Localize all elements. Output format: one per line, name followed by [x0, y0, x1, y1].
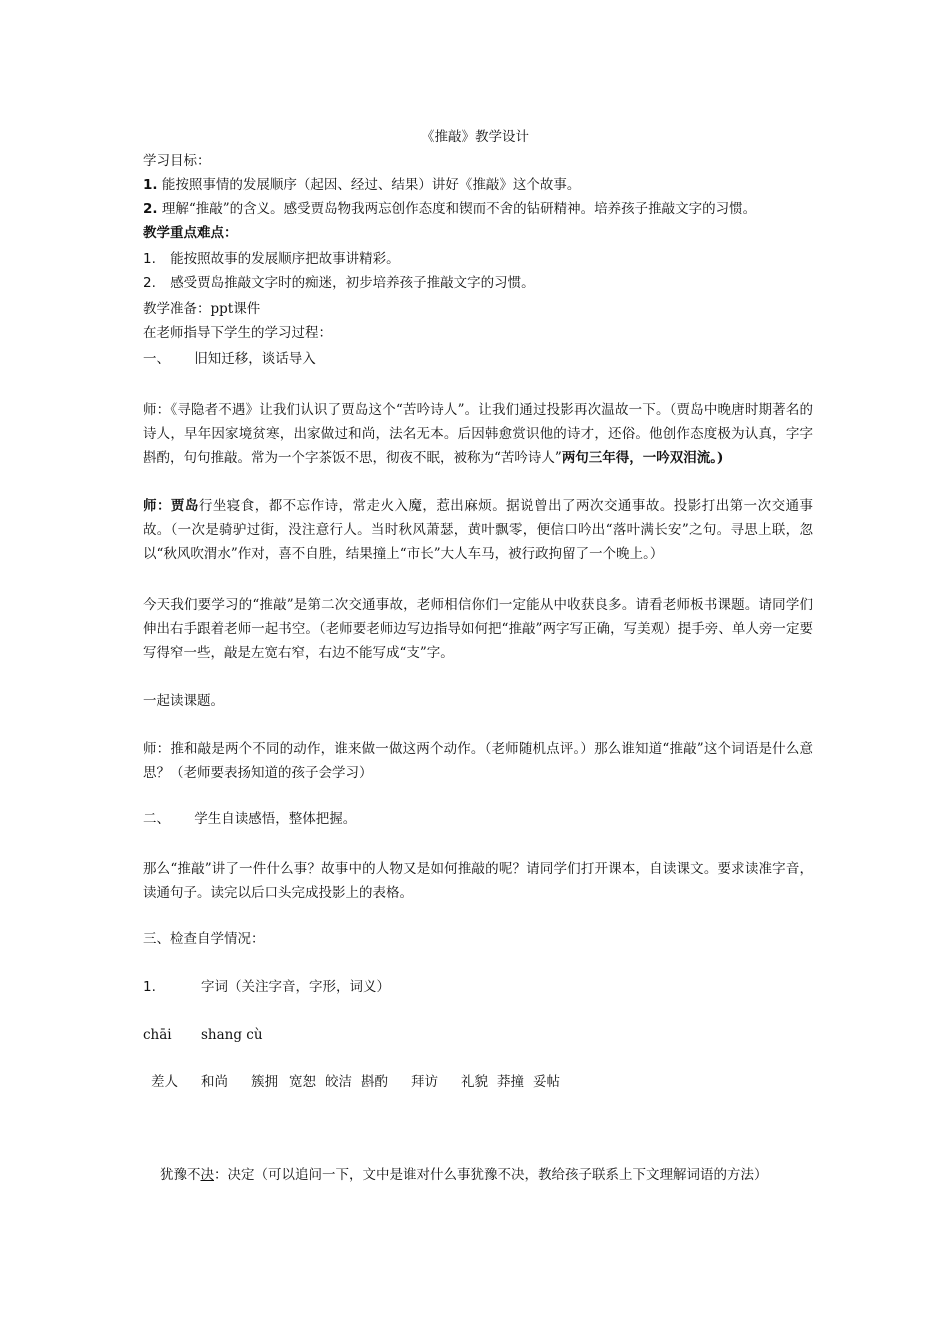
- paragraph-jiadao-text: 行坐寝食，都不忘作诗，常走火入魔，惹出麻烦。据说曾出了两次交通事故。投影打出第一次交通事故。（一次是骑驴过街，没注意行人。当时秋风萧瑟，黄叶飘零，便信口吟出“落叶满长安”之句。寻思上联，忽以“秋风吹渭水”作对，喜不自胜，结果撞上“市长”大人车马，被行政拘留了一个晚上。）: [143, 498, 814, 562]
- definition-suffix: ：决定（可以追问一下，文中是谁对什么事犹豫不决，教给孩子联系上下文理解词语的方法）: [214, 1167, 768, 1183]
- section-1-number: 一、: [143, 351, 170, 367]
- key-point-2-number: 2.: [143, 275, 156, 291]
- goal-2-text: 理解“推敲”的含义。感受贾岛物我两忘创作态度和锲而不舍的钻研精神。培养孩子推敲文字的习惯。: [161, 201, 757, 217]
- word: 拜访: [411, 1074, 438, 1090]
- goals-heading: 学习目标：: [143, 153, 211, 169]
- word: 宽恕: [289, 1074, 316, 1090]
- definition-line: [160, 1166, 768, 1184]
- paragraph-intro: [143, 398, 813, 470]
- pinyin-chai: chāi: [143, 1027, 172, 1043]
- paragraph-jiadao: [143, 494, 813, 566]
- word: 和尚: [201, 1074, 228, 1090]
- goal-1-text: 能按照事情的发展顺序（起因、经过、结果）讲好《推敲》这个故事。: [161, 177, 581, 193]
- paragraph-push-knock: 师：推和敲是两个不同的动作，谁来做一做这两个动作。（老师随机点评。）那么谁知道“推敲”这个词语是什么意思？（老师要表扬知道的孩子会学习）: [143, 741, 813, 781]
- goal-1: [143, 176, 580, 194]
- word: 簇拥: [251, 1074, 278, 1090]
- key-point-1-number: 1.: [143, 251, 156, 267]
- goal-1-number: 1.: [143, 177, 158, 193]
- item-1-text: 字词（关注字音，字形，词义）: [201, 979, 390, 995]
- paragraph-read-title: 一起读课题。: [143, 693, 224, 709]
- section-1-title: 旧知迁移，谈话导入: [194, 351, 316, 367]
- definition-underlined: 决: [200, 1167, 214, 1183]
- pinyin-shang-cu: shang cù: [201, 1027, 263, 1043]
- section-1-heading: [143, 350, 316, 368]
- document-title: 《推敲》教学设计: [421, 129, 529, 145]
- section-2-heading: [143, 810, 356, 828]
- pinyin-row: [143, 1026, 263, 1044]
- section-3-heading: 三、检查自学情况：: [143, 931, 265, 947]
- definition-prefix: 犹豫不: [160, 1167, 201, 1183]
- word: 莽撞: [497, 1074, 524, 1090]
- key-point-1-text: 能按照故事的发展顺序把故事讲精彩。: [170, 251, 400, 267]
- key-point-2-text: 感受贾岛推敲文字时的痴迷，初步培养孩子推敲文字的习惯。: [170, 275, 535, 291]
- key-point-1: [143, 250, 400, 268]
- paragraph-self-read: 那么“推敲”讲了一件什么事？故事中的人物又是如何推敲的呢？请同学们打开课本，自读课文。要求读准字音，读通句子。读完以后口头完成投影上的表格。: [143, 861, 813, 901]
- section-2-number: 二、: [143, 811, 170, 827]
- key-point-2: [143, 274, 535, 292]
- goal-2: [143, 200, 756, 218]
- word: 斟酌: [361, 1074, 388, 1090]
- key-points-heading: 教学重点难点：: [143, 225, 238, 241]
- section-2-title: 学生自读感悟，整体把握。: [194, 811, 357, 827]
- paragraph-intro-text: 师：《寻隐者不遇》让我们认识了贾岛这个“苦吟诗人”。让我们通过投影再次温故一下。（贾岛中晚唐时期著名的诗人，早年因家境贫寒，出家做过和尚，法名无本。后因韩愈赏识他的诗才，还俗。他创作态度极为认真，字字斟酌，句句推敲。常为一个字茶饭不思，彻夜不眠，被称为“苦吟诗人”: [143, 402, 813, 466]
- word: 礼貌: [461, 1074, 488, 1090]
- goal-2-number: 2.: [143, 201, 158, 217]
- word: 妥帖: [533, 1074, 560, 1090]
- teaching-preparation: 教学准备：ppt课件: [143, 301, 261, 317]
- paragraph-jiadao-bold: 师：贾岛: [143, 498, 199, 514]
- paragraph-intro-bold: 两句三年得，一吟双泪流。): [561, 450, 724, 466]
- item-1: [143, 978, 390, 996]
- paragraph-today: 今天我们要学习的“推敲”是第二次交通事故，老师相信你们一定能从中收获良多。请看老师板书课题。请同学们伸出右手跟着老师一起书空。（老师要老师边写边指导如何把“推敲”两字写正确，写美观）提手旁、单人旁一定要写得窄一些，敲是左宽右窄，右边不能写成“支”字。: [143, 597, 813, 661]
- word: 差人: [151, 1074, 178, 1090]
- item-1-number: 1.: [143, 979, 156, 995]
- word: 皎洁: [325, 1074, 352, 1090]
- learning-process: 在老师指导下学生的学习过程：: [143, 325, 332, 341]
